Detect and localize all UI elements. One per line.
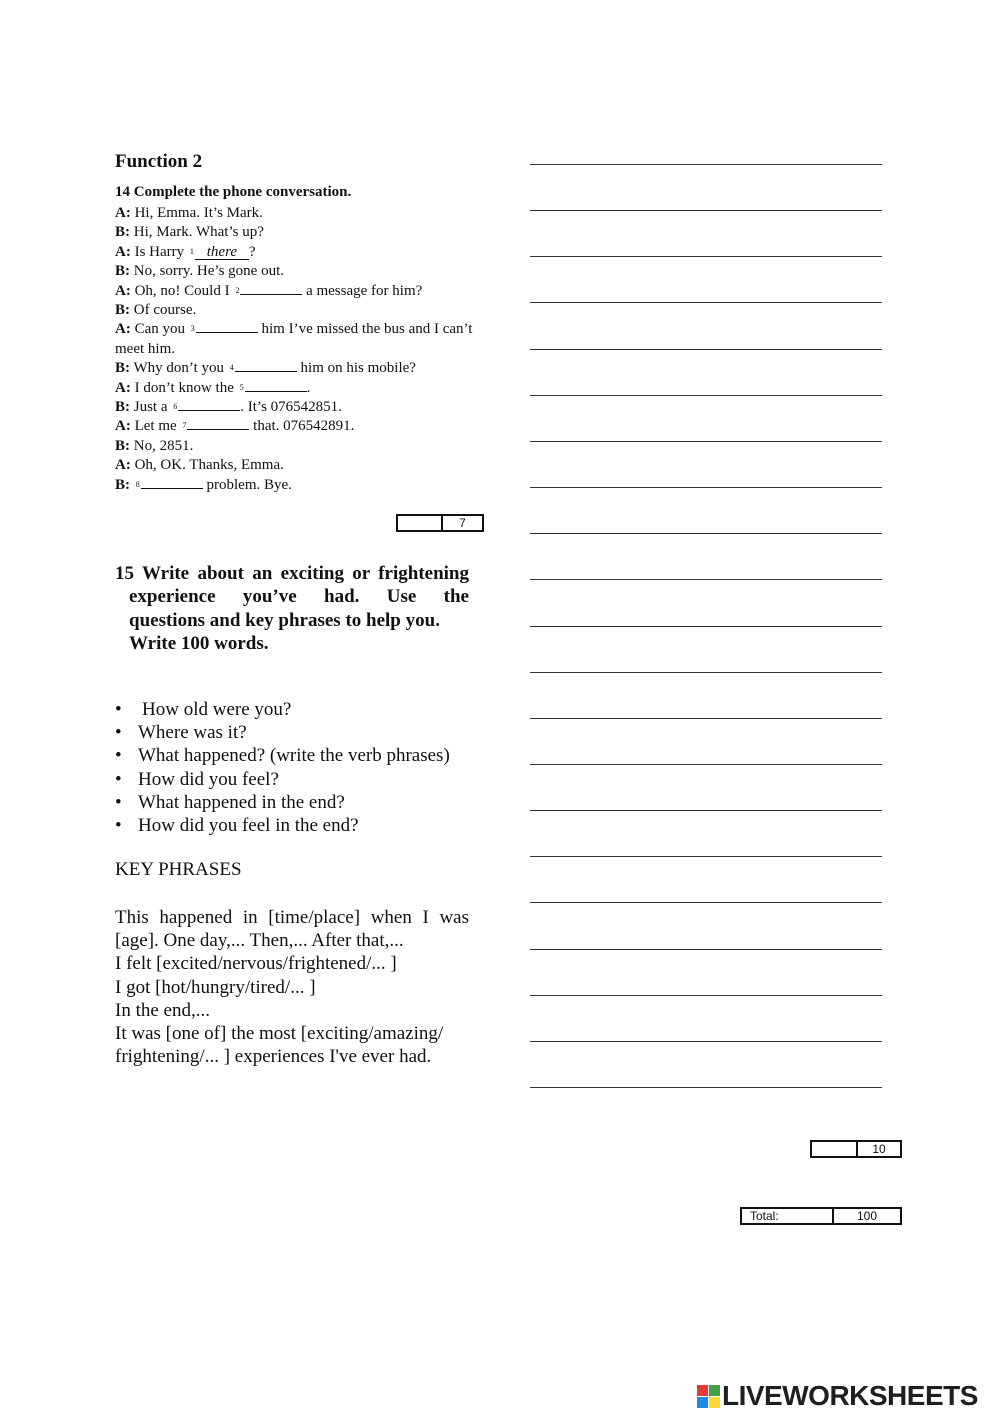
exercise-14-score-max: 7: [441, 516, 482, 530]
speaker-label: B:: [115, 399, 130, 416]
guide-question: • Where was it?: [115, 721, 450, 744]
line-text: No, sorry. He’s gone out.: [133, 263, 285, 280]
key-phrase-line: frightening/... ] experiences I've ever had.: [115, 1046, 432, 1068]
writing-line[interactable]: [530, 995, 882, 996]
speaker-label: B:: [115, 302, 130, 319]
conversation-line: [115, 282, 485, 301]
logo-tile: [697, 1397, 708, 1408]
key-phrase-line: In the end,...: [115, 999, 210, 1021]
writing-line[interactable]: [530, 626, 882, 627]
line-text: Hi, Emma. It’s Mark.: [134, 205, 263, 221]
line-text: him on his mobile?: [300, 360, 416, 377]
exercise-15-score-input[interactable]: [812, 1142, 856, 1156]
line-text: Oh, no! Could I: [134, 282, 230, 299]
key-phrases-heading: KEY PHRASES: [115, 859, 242, 880]
liveworksheets-logo: [697, 1380, 978, 1412]
writing-line[interactable]: [530, 902, 882, 903]
conversation-line: [115, 476, 485, 495]
answer-blank[interactable]: [235, 359, 297, 372]
writing-line[interactable]: [530, 579, 882, 580]
writing-line[interactable]: [530, 949, 882, 950]
writing-line[interactable]: [530, 441, 882, 442]
speaker-label: A:: [115, 243, 131, 260]
speaker-label: A:: [115, 457, 131, 474]
line-text: Hi, Mark. What’s up?: [133, 224, 264, 241]
exercise-15-title-line: questions and key phrases to help you.: [129, 609, 440, 631]
writing-line[interactable]: [530, 856, 882, 857]
guide-question: • How old were you?: [115, 698, 450, 721]
gap-number: 7: [182, 421, 187, 431]
line-text: him I’ve missed the bus and I can’t meet him.: [115, 321, 473, 357]
exercise-14-title: 14 Complete the phone conversation.: [115, 184, 352, 200]
writing-line[interactable]: [530, 1087, 882, 1088]
writing-line[interactable]: [530, 810, 882, 811]
exercise-15-title-line: Write 100 words.: [129, 632, 269, 654]
total-value: 100: [832, 1209, 900, 1223]
logo-tile: [709, 1385, 720, 1396]
guide-question: • How did you feel?: [115, 768, 450, 791]
key-phrase-line: I felt [excited/nervous/frightened/... ]: [115, 953, 397, 975]
key-phrase-line: [age]. One day,... Then,... After that,...: [115, 930, 404, 952]
speaker-label: A:: [115, 282, 131, 299]
answer-blank[interactable]: [187, 417, 249, 430]
line-text: .: [306, 379, 311, 396]
logo-text: LIVEWORKSHEETS: [722, 1380, 978, 1411]
conversation-line: [115, 223, 485, 242]
writing-line[interactable]: [530, 395, 882, 396]
line-text: Can you: [134, 321, 185, 338]
writing-line[interactable]: [530, 256, 882, 257]
speaker-label: B:: [115, 224, 130, 241]
line-text: Oh, OK. Thanks, Emma.: [134, 457, 284, 474]
key-phrase-line: It was [one of] the most [exciting/amazing/: [115, 1023, 444, 1045]
writing-line[interactable]: [530, 164, 882, 165]
logo-tile: [697, 1385, 708, 1396]
guide-question: • What happened? (write the verb phrases): [115, 744, 450, 767]
speaker-label: B:: [115, 476, 130, 493]
line-text: ?: [248, 243, 256, 260]
exercise-15-title-line: experience you’ve had. Use the: [129, 586, 469, 608]
conversation-line: [115, 320, 485, 359]
guide-question: • What happened in the end?: [115, 791, 450, 814]
line-text: problem. Bye.: [206, 476, 292, 493]
writing-line[interactable]: [530, 718, 882, 719]
answer-blank[interactable]: [196, 320, 258, 333]
line-text: Is Harry: [134, 243, 185, 260]
speaker-label: A:: [115, 205, 131, 221]
speaker-label: A:: [115, 379, 131, 396]
line-text: I don’t know the: [134, 379, 234, 396]
logo-tile: [709, 1397, 720, 1408]
key-phrase-line: I got [hot/hungry/tired/... ]: [115, 976, 316, 998]
line-text: Let me: [134, 418, 177, 435]
line-text: Of course.: [133, 302, 197, 319]
speaker-label: B:: [115, 437, 130, 454]
answer-blank[interactable]: [178, 398, 240, 411]
conversation-line: [115, 456, 485, 475]
exercise-15-title: [115, 562, 469, 655]
speaker-label: B:: [115, 360, 130, 377]
writing-line[interactable]: [530, 210, 882, 211]
exercise-15-score-box: [810, 1140, 902, 1158]
writing-line[interactable]: [530, 764, 882, 765]
gap-number: 4: [229, 363, 234, 373]
answer-blank[interactable]: [240, 282, 302, 295]
conversation-line: [115, 301, 485, 320]
writing-line[interactable]: [530, 533, 882, 534]
example-answer: there: [195, 245, 249, 260]
guide-question: • How did you feel in the end?: [115, 814, 450, 837]
gap-number: 6: [173, 402, 178, 412]
gap-number: 8: [135, 479, 140, 489]
key-phrases: [115, 906, 469, 1068]
key-phrase-line: This happened in [time/place] when I was: [115, 907, 469, 928]
line-text: a message for him?: [306, 282, 423, 299]
guide-questions-list: [115, 698, 450, 837]
total-label: Total:: [750, 1209, 779, 1223]
exercise-14-score-box: [396, 514, 484, 532]
speaker-label: B:: [115, 263, 130, 280]
conversation-line: [115, 359, 485, 378]
line-text: that. 076542891.: [253, 418, 355, 435]
gap-number: 1: [189, 246, 194, 256]
phone-conversation: [115, 204, 485, 495]
line-text: . It’s 076542851.: [240, 399, 342, 416]
exercise-15-title-line: 15 Write about an exciting or frightening: [115, 563, 469, 584]
conversation-line: [115, 417, 485, 436]
speaker-label: A:: [115, 321, 131, 338]
answer-blank[interactable]: [141, 476, 203, 489]
answer-blank[interactable]: [245, 379, 307, 392]
exercise-14-score-input[interactable]: [398, 516, 441, 530]
line-text: Just a: [133, 399, 168, 416]
logo-icon: [697, 1385, 720, 1408]
conversation-line: [115, 243, 485, 262]
writing-line[interactable]: [530, 1041, 882, 1042]
conversation-line: [115, 398, 485, 417]
line-text: No, 2851.: [133, 437, 194, 454]
line-text: Why don’t you: [133, 360, 225, 377]
conversation-line: [115, 204, 485, 223]
gap-number: 3: [190, 324, 195, 334]
writing-line[interactable]: [530, 349, 882, 350]
total-score-box: [740, 1207, 902, 1225]
conversation-line: [115, 379, 485, 398]
gap-number: 2: [235, 285, 240, 295]
writing-line[interactable]: [530, 302, 882, 303]
conversation-line: [115, 437, 485, 456]
speaker-label: A:: [115, 418, 131, 435]
section-title: Function 2: [115, 151, 203, 172]
writing-line[interactable]: [530, 487, 882, 488]
conversation-line: [115, 262, 485, 281]
exercise-15-score-max: 10: [856, 1142, 900, 1156]
gap-number: 5: [239, 382, 244, 392]
writing-line[interactable]: [530, 672, 882, 673]
